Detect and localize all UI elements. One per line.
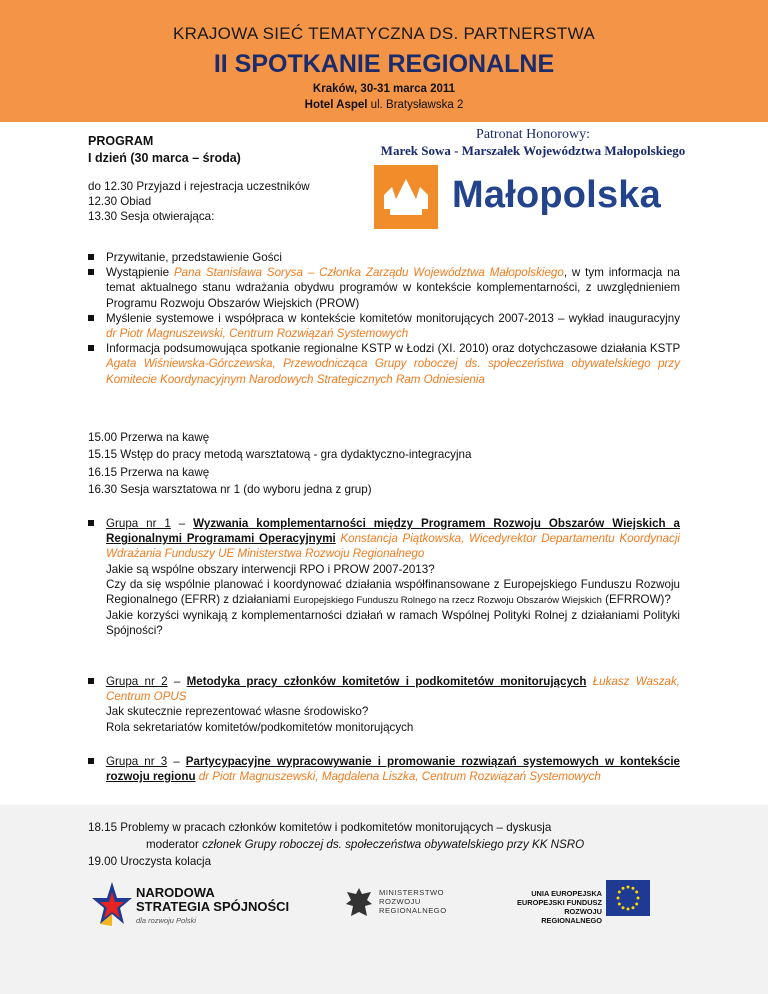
bullet-icon (88, 254, 94, 260)
patronage-label: Patronat Honorowy: (476, 127, 590, 142)
schedule-line: 19.00 Uroczysta kolacja (88, 855, 212, 868)
bullet-icon (88, 520, 94, 526)
program-heading: PROGRAM I dzień (30 marca – środa) (88, 134, 241, 165)
workshop-group-1: Grupa nr 1 – Wyzwania komplementarności między Programem Rozwoju Obszarów Wiejskich a Regionalnymi Programami Operacyjnymi Konstancja Piątkowska, Wicedyrektor Departamentu Koordynacji Wdrażania Funduszy UE Ministerstwa Rozwoju Regionalnego Jakie są wspólne obszary interwencji RPO i PROW 2007-2013? Czy da się wspólnie planować i koordynować działania współfinansowane z Europejskiego Funduszu Rozwoju Regionalnego (EFRR) z działaniami Europejskiego Funduszu Rolnego na rzecz Rozwoju Obszarów Wiejskich (EFRROW)? Jakie korzyści wynikają z komplementarności działań w ramach Wspólnej Polityki Rolnej z działaniami Polityki Spójności? (88, 516, 680, 639)
schedule-top (88, 179, 680, 225)
speaker-name: dr Piotr Magnuszewski, Centrum Rozwiązań Systemowych (106, 327, 409, 341)
group-question: Jak skutecznie reprezentować własne środowisko? (106, 705, 369, 719)
group-label: Grupa nr 1 (106, 517, 171, 530)
meeting-venue: Hotel Aspel ul. Bratysławska 2 (304, 99, 464, 111)
schedule-line: 16.15 Przerwa na kawę (88, 465, 210, 479)
list-item: Przywitanie, przedstawienie Gości (88, 250, 680, 265)
header-banner (0, 0, 768, 122)
bullet-icon (88, 269, 94, 275)
schedule-mid (88, 429, 680, 499)
moderator-line: moderator członek Grupy roboczej ds. społeczeństwa obywatelskiego przy KK NSRO (146, 838, 585, 851)
schedule-line: 12.30 Obiad (88, 195, 152, 209)
group-question: Jakie są wspólne obszary interwencji RPO i PROW 2007-2013? (106, 562, 435, 576)
speaker-name: dr Piotr Magnuszewski, Magdalena Liszka, Centrum Rozwiązań Systemowych (198, 770, 601, 784)
speaker-name: Konstancja Piątkowska, Wicedyrektor Departamentu Koordynacji Wdrażania Funduszy UE Ministerstwa Rozwoju Regionalnego (106, 532, 680, 561)
group-title: Metodyka pracy członków komitetów i podkomitetów monitorujących (186, 675, 587, 688)
speaker-name: Pana Stanisława Sorysa – Członka Zarządu Województwa Małopolskiego (173, 266, 564, 280)
workshop-group-2: Grupa nr 2 – Metodyka pracy członków komitetów i podkomitetów monitorujących Łukasz Waszak, Centrum OPUS Jak skutecznie reprezentować własne środowisko? Rola sekretariatów komitetów/podkomitetów monitorujących (88, 674, 680, 735)
schedule-line: 13.30 Sesja otwierająca: (88, 210, 215, 224)
closing-schedule (88, 819, 680, 870)
list-item: Informacja podsumowująca spotkanie regionalne KSTP w Łodzi (XI. 2010) oraz dotychczasowe działania KSTP Agata Wiśniewska-Górczewska, Przewodnicząca Grupy roboczej ds. społeczeństwa obywatelskiego przy Komitecie Koordynacyjnym Narodowych Strategicznych Ram Odniesienia (88, 341, 680, 387)
network-name: KRAJOWA SIEĆ TEMATYCZNA DS. PARTNERSTWA (173, 24, 595, 43)
group-label: Grupa nr 3 (106, 755, 168, 768)
schedule-line: do 12.30 Przyjazd i rejestracja uczestników (88, 180, 310, 193)
schedule-line: 15.00 Przerwa na kawę (88, 431, 210, 444)
group-question: Jakie korzyści wynikają z komplementarności działań w ramach Wspólnej Polityki Rolnej z działaniami Polityki Spójności? (106, 609, 680, 638)
eu-logo: UNIA EUROPEJSKA EUROPEJSKI FUNDUSZ ROZWOJU REGIONALNEGO (510, 876, 650, 940)
ministry-logo: MINISTERSTWO ROZWOJU REGIONALNEGO (345, 876, 465, 940)
group-title: Partycypacyjne wypracowywanie i promowanie rozwiązań systemowych w kontekście rozwoju regionu (106, 755, 680, 784)
malopolska-logo-text: Małopolska (452, 174, 661, 216)
bullet-icon (88, 315, 94, 321)
patronage-name: Marek Sowa - Marszałek Województwa Małopolskiego (380, 143, 686, 158)
group-label: Grupa nr 2 (106, 675, 168, 688)
eagle-icon (345, 886, 373, 920)
list-item: Wystąpienie Pana Stanisława Sorysa – Członka Zarządu Województwa Małopolskiego, w tym informacja na temat aktualnego stanu wdrażania obydwu programów w kontekście komplementarności, z uwzględnieniem Programu Rozwoju Obszarów Wiejskich (PROW) (88, 265, 680, 311)
bullet-icon (88, 678, 94, 684)
schedule-line: 16.30 Sesja warsztatowa nr 1 (do wyboru jedna z grup) (88, 483, 372, 497)
bullet-icon (88, 345, 94, 351)
schedule-line: 18.15 Problemy w pracach członków komitetów i podkomitetów monitorujących – dyskusja (88, 821, 552, 834)
speaker-name: Agata Wiśniewska-Górczewska, Przewodnicząca Grupy roboczej ds. społeczeństwa obywatelskiego przy Komitecie Koordynacyjnym Narodowych Strategicznych Ram Odniesienia (106, 357, 680, 386)
list-item: Myślenie systemowe i współpraca w kontekście komitetów monitorujących 2007-2013 – wykład inauguracyjny dr Piotr Magnuszewski, Centrum Rozwiązań Systemowych (88, 311, 680, 341)
meeting-title: II SPOTKANIE REGIONALNE (213, 50, 555, 78)
schedule-line: 15.15 Wstęp do pracy metodą warsztatową - gra dydaktyczno-integracyjna (88, 448, 472, 462)
eu-flag-icon (606, 880, 650, 916)
speaker-name: Łukasz Waszak, Centrum OPUS (106, 675, 681, 704)
opening-session-list (88, 250, 680, 387)
nss-star-icon (92, 880, 132, 928)
group-question: Rola sekretariatów komitetów/podkomitetów monitorujących (106, 720, 414, 734)
nss-logo: NARODOWA STRATEGIA SPÓJNOŚCI dla rozwoju Polski (92, 876, 292, 940)
group-question: Czy da się wspólnie planować i koordynować działania współfinansowane z Europejskiego Funduszu Rozwoju Regionalnego (EFRR) z działaniami Europejskiego Funduszu Rolnego na rzecz Rozwoju Obszarów Wiejskich (EFRROW)? (106, 577, 680, 607)
group-title: Wyzwania komplementarności między Programem Rozwoju Obszarów Wiejskich a Regionalnymi Programami Operacyjnymi (106, 517, 681, 546)
workshop-group-3: Grupa nr 3 – Partycypacyjne wypracowywanie i promowanie rozwiązań systemowych w kontekście rozwoju regionu dr Piotr Magnuszewski, Magdalena Liszka, Centrum Rozwiązań Systemowych (88, 754, 680, 784)
meeting-date: Kraków, 30-31 marca 2011 (312, 83, 456, 95)
patronage (374, 127, 692, 159)
program-day: I dzień (30 marca – środa) (88, 151, 241, 165)
bullet-icon (88, 758, 94, 764)
